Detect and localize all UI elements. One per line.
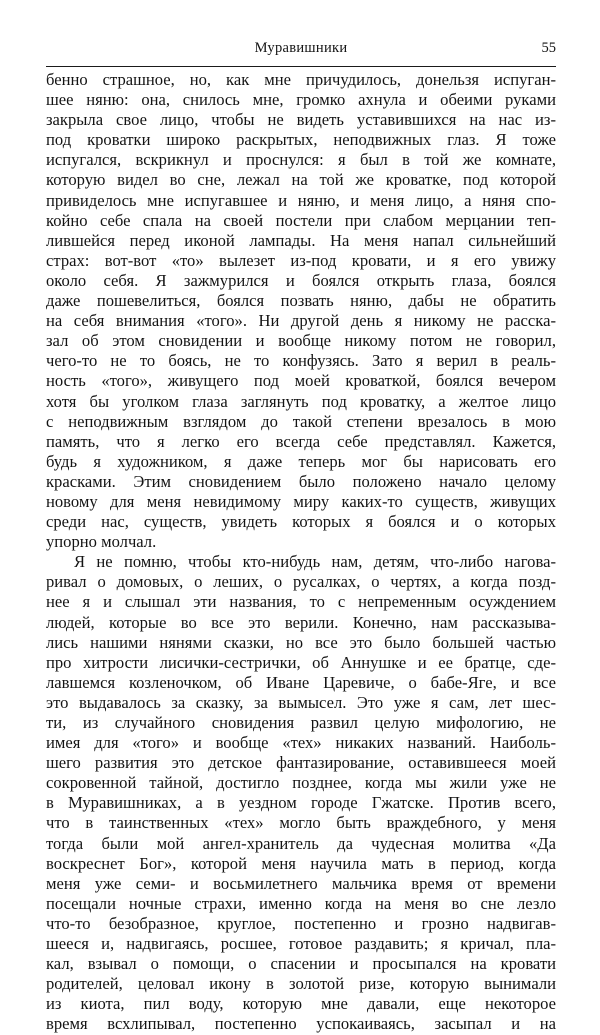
text-line: сокровенной тайной, достигло позднее, когда мы жили уже не — [46, 773, 556, 793]
text-line: что-то безобразное, круглое, постепенно и грозно надвигав- — [46, 913, 556, 933]
text-line: будь я художником, я даже теперь мог бы нарисовать его — [46, 451, 556, 471]
text-line: что в таинственных «тех» могло быть враждебного, у меня — [46, 813, 556, 833]
text-line: среди нас, существ, увидеть которых я боялся и о которых — [46, 512, 556, 532]
text-line: время всхлипывал, постепенно успокаиваясь, засыпал и на — [46, 1014, 556, 1034]
paragraph-2 — [46, 552, 556, 1034]
text-line: койно себе спала на своей постели при слабом мерцании теп- — [46, 210, 556, 230]
text-line: новому для меня невидимому миру каких-то существ, живущих — [46, 491, 556, 511]
text-line: шее няню: она, снилось мне, громко ахнула и обеими руками — [46, 90, 556, 110]
text-line: с неподвижным взглядом до такой степени врезалось в мою — [46, 411, 556, 431]
text-line: тогда были мой ангел-хранитель да чудесная молитва «Да — [46, 833, 556, 853]
text-line: людей, которые во все это верили. Конечно, нам рассказыва- — [46, 612, 556, 632]
text-line: в Муравишниках, а в уездном городе Гжатске. Против всего, — [46, 793, 556, 813]
text-line: нее я и слышал эти названия, то с непременным осуждением — [46, 592, 556, 612]
text-line: про хитрости лисички-сестрички, об Аннушке и ее братце, сде- — [46, 652, 556, 672]
paragraph-1 — [46, 70, 556, 552]
text-line: лившейся перед иконой лампады. На меня напал сильнейший — [46, 230, 556, 250]
text-line: бенно страшное, но, как мне причудилось, донельзя испуган- — [46, 70, 556, 89]
text-line: лавшемся козленочком, об Иване Царевиче, о бабе-Яге, и все — [46, 672, 556, 692]
text-line: зал об этом сновидении и вообще никому потом не говорил, — [46, 331, 556, 351]
page-number: 55 — [541, 40, 556, 56]
text-line: даже пошевелиться, боялся позвать няню, дабы не обратить — [46, 291, 556, 311]
text-line: красками. Этим сновидением было положено начало целому — [46, 471, 556, 491]
running-head — [46, 40, 556, 62]
text-line: ривал о домовых, о леших, о русалках, о чертях, а когда позд- — [46, 572, 556, 592]
text-line: лись нашими нянями сказки, но все это было большей частью — [46, 632, 556, 652]
text-line: которую видел во сне, лежал на той же кроватке, под которой — [46, 170, 556, 190]
text-line: из киота, пил воду, которую мне давали, еще некоторое — [46, 994, 556, 1014]
body-text — [46, 70, 556, 1035]
text-line: закрыла свое лицо, чтобы не видеть уставившихся на нас из- — [46, 110, 556, 130]
text-line: шееся и, надвигаясь, росшее, готовое раздавить; я кричал, пла- — [46, 934, 556, 954]
text-line: на себя внимания «того». Ни другой день я никому не расска- — [46, 311, 556, 331]
text-line: ти, из случайного сновидения развил целую мифологию, не — [46, 713, 556, 732]
text-line: страх: вот-вот «то» вылезет из-под кровати, и я его увижу — [46, 250, 556, 270]
text-line: испугался, вскрикнул и проснулся: я был в той же комнате, — [46, 150, 556, 170]
text-line: имея для «того» и вообще «тех» никаких названий. Наиболь- — [46, 733, 556, 753]
text-line: родителей, целовал икону в золотой ризе, которую вынимали — [46, 974, 556, 994]
text-line: воскреснет Бог», которой меня научила мать в период, когда — [46, 853, 556, 873]
text-line: упорно молчал. — [46, 532, 157, 552]
text-line: хотя бы уголком глаза заглянуть под кроватку, а желтое лицо — [46, 391, 556, 411]
text-line: привиделось мне испугавшее и няню, и меня лицо, а няня спо- — [46, 190, 556, 210]
text-line: шего развития это детское фантазирование, оставившееся моей — [46, 753, 556, 773]
text-line: под кроватки широко раскрытых, неподвижных глаз. Я тоже — [46, 130, 556, 150]
text-line: чего-то не то боясь, не то конфузясь. Зато я верил в реаль- — [46, 351, 556, 371]
text-line: около себя. Я зажмурился и боялся открыть глаза, боялся — [46, 270, 556, 290]
text-line: Я не помню, чтобы кто-нибудь нам, детям, что-либо нагова- — [74, 552, 556, 572]
running-title: Муравишники — [254, 40, 348, 56]
text-line: меня уже семи- и восьмилетнего мальчика время от времени — [46, 873, 556, 893]
text-line: кал, взывал о помощи, о спасении и просыпался на кровати — [46, 954, 556, 974]
text-line: это выдавалось за сказку, за вымысел. Это уже я сам, лет шес- — [46, 692, 556, 712]
text-line: память, что я легко его всегда себе представлял. Кажется, — [46, 431, 556, 451]
header-rule — [46, 66, 556, 67]
text-line: ность «того», живущего под моей кроваткой, боялся вечером — [46, 371, 556, 391]
text-line: посещали ночные страхи, именно когда на меня во сне лезло — [46, 893, 556, 913]
